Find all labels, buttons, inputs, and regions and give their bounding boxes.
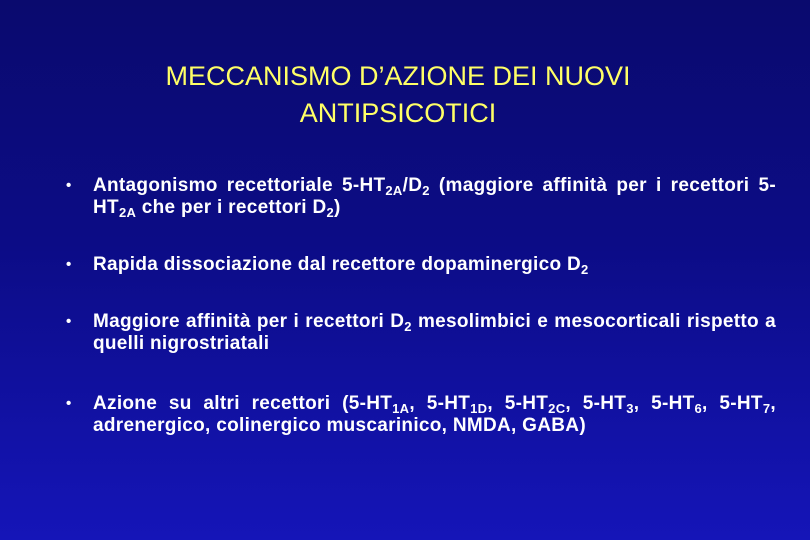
bullet-list: [66, 175, 776, 437]
bullet-dot-icon: •: [66, 313, 72, 330]
bullet-dot-icon: •: [66, 177, 72, 194]
bullet-dot-icon: •: [66, 256, 72, 273]
bullet-item-receptor-antagonism: • Antagonismo recettoriale $5-HT_{2A}/D_2$ (maggiore affinità per i recettori $5-HT_{2A}$ che per i recettori $D_2$): [66, 175, 776, 220]
bullet-item-mesolimbic-affinity: • Maggiore affinità per i recettori $D_2$ mesolimbici e mesocorticali rispetto a quelli nigrostriatali: [66, 311, 776, 354]
bullet-dot-icon: •: [66, 395, 72, 412]
bullet-item-rapid-dissociation: • Rapida dissociazione dal recettore dopaminergico $D_2$: [66, 254, 589, 277]
slide-title: [0, 58, 796, 132]
bullet-item-other-receptors: • Azione su altri recettori ($5-HT_{1A}$, $5-HT_{1D}$, $5-HT_{2C}$, $5-HT_3$, $5-HT_6$, $5-HT_7$, adrenergico, colinergico muscarinico, NMDA, GABA): [66, 393, 776, 436]
title-line-2: ANTIPSICOTICI: [299, 98, 497, 129]
title-line-1: MECCANISMO D’AZIONE DEI NUOVI: [165, 61, 631, 92]
